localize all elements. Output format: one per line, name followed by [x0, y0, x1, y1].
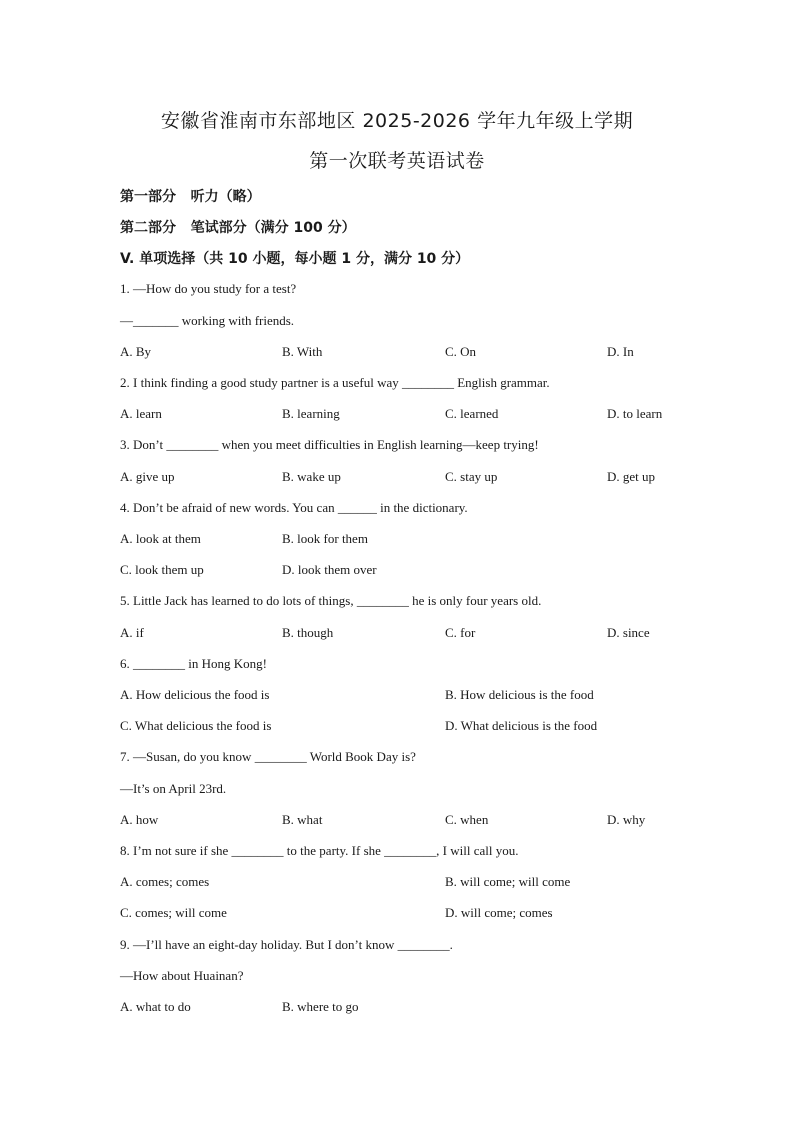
- question-2-stem: 2. I think finding a good study partner is a useful way ________ English grammar.: [120, 375, 550, 390]
- question-8-option-a: A. comes; comes: [120, 874, 210, 889]
- question-5-option-d: D. since: [607, 625, 650, 640]
- question-4-stem: 4. Don’t be afraid of new words. You can ______ in the dictionary.: [120, 500, 468, 515]
- question-2-option-c: C. learned: [445, 406, 499, 421]
- question-5-stem: 5. Little Jack has learned to do lots of things, ________ he is only four years old.: [120, 593, 542, 608]
- question-8-stem: 8. I’m not sure if she ________ to the party. If she ________, I will call you.: [120, 843, 519, 858]
- question-3-option-d: D. get up: [607, 469, 656, 484]
- question-7-option-c: C. when: [445, 812, 489, 827]
- question-4-option-d: D. look them over: [282, 562, 377, 577]
- question-3-option-a: A. give up: [120, 469, 175, 484]
- question-9-line-2: —How about Huainan?: [120, 968, 244, 983]
- part-2-heading: 第二部分 笔试部分（满分 100 分）: [120, 220, 356, 236]
- question-8-option-b: B. will come; will come: [445, 874, 571, 889]
- question-7-line-2: —It’s on April 23rd.: [120, 781, 227, 796]
- question-2-option-a: A. learn: [120, 406, 162, 421]
- question-6-option-b: B. How delicious is the food: [445, 687, 594, 702]
- question-3-option-c: C. stay up: [445, 469, 498, 484]
- question-7-option-d: D. why: [607, 812, 646, 827]
- question-6-option-c: C. What delicious the food is: [120, 718, 272, 733]
- section-5-heading: V. 单项选择（共 10 小题，每小题 1 分，满分 10 分）: [120, 251, 470, 267]
- question-1-option-b: B. With: [282, 344, 323, 359]
- question-7-option-a: A. how: [120, 812, 159, 827]
- question-1-option-a: A. By: [120, 344, 152, 359]
- part-1-heading: 第一部分 听力（略）: [120, 189, 261, 205]
- question-5-option-b: B. though: [282, 625, 334, 640]
- question-6-option-d: D. What delicious is the food: [445, 718, 598, 733]
- title-line-1: 安徽省淮南市东部地区 2025-2026 学年九年级上学期: [160, 110, 634, 132]
- question-9-stem: 9. —I’ll have an eight-day holiday. But I don’t know ________.: [120, 937, 453, 952]
- question-4-option-c: C. look them up: [120, 562, 204, 577]
- question-4-option-b: B. look for them: [282, 531, 368, 546]
- question-2-option-b: B. learning: [282, 406, 340, 421]
- question-1-option-c: C. On: [445, 344, 477, 359]
- question-8-option-c: C. comes; will come: [120, 905, 227, 920]
- question-4-option-a: A. look at them: [120, 531, 201, 546]
- question-5-option-a: A. if: [120, 625, 144, 640]
- question-3-option-b: B. wake up: [282, 469, 341, 484]
- question-6-stem: 6. ________ in Hong Kong!: [120, 656, 267, 671]
- question-3-stem: 3. Don’t ________ when you meet difficulties in English learning—keep trying!: [120, 437, 539, 452]
- question-2-option-d: D. to learn: [607, 406, 663, 421]
- question-5-option-c: C. for: [445, 625, 476, 640]
- question-1-stem: 1. —How do you study for a test?: [120, 281, 297, 296]
- question-1-option-d: D. In: [607, 344, 634, 359]
- question-6-option-a: A. How delicious the food is: [120, 687, 270, 702]
- question-7-option-b: B. what: [282, 812, 323, 827]
- question-1-line-2: —_______ working with friends.: [120, 313, 295, 328]
- title-line-2: 第一次联考英语试卷: [309, 150, 485, 172]
- question-7-stem: 7. —Susan, do you know ________ World Book Day is?: [120, 749, 416, 764]
- question-9-option-a: A. what to do: [120, 999, 191, 1014]
- question-8-option-d: D. will come; comes: [445, 905, 553, 920]
- question-9-option-b: B. where to go: [282, 999, 359, 1014]
